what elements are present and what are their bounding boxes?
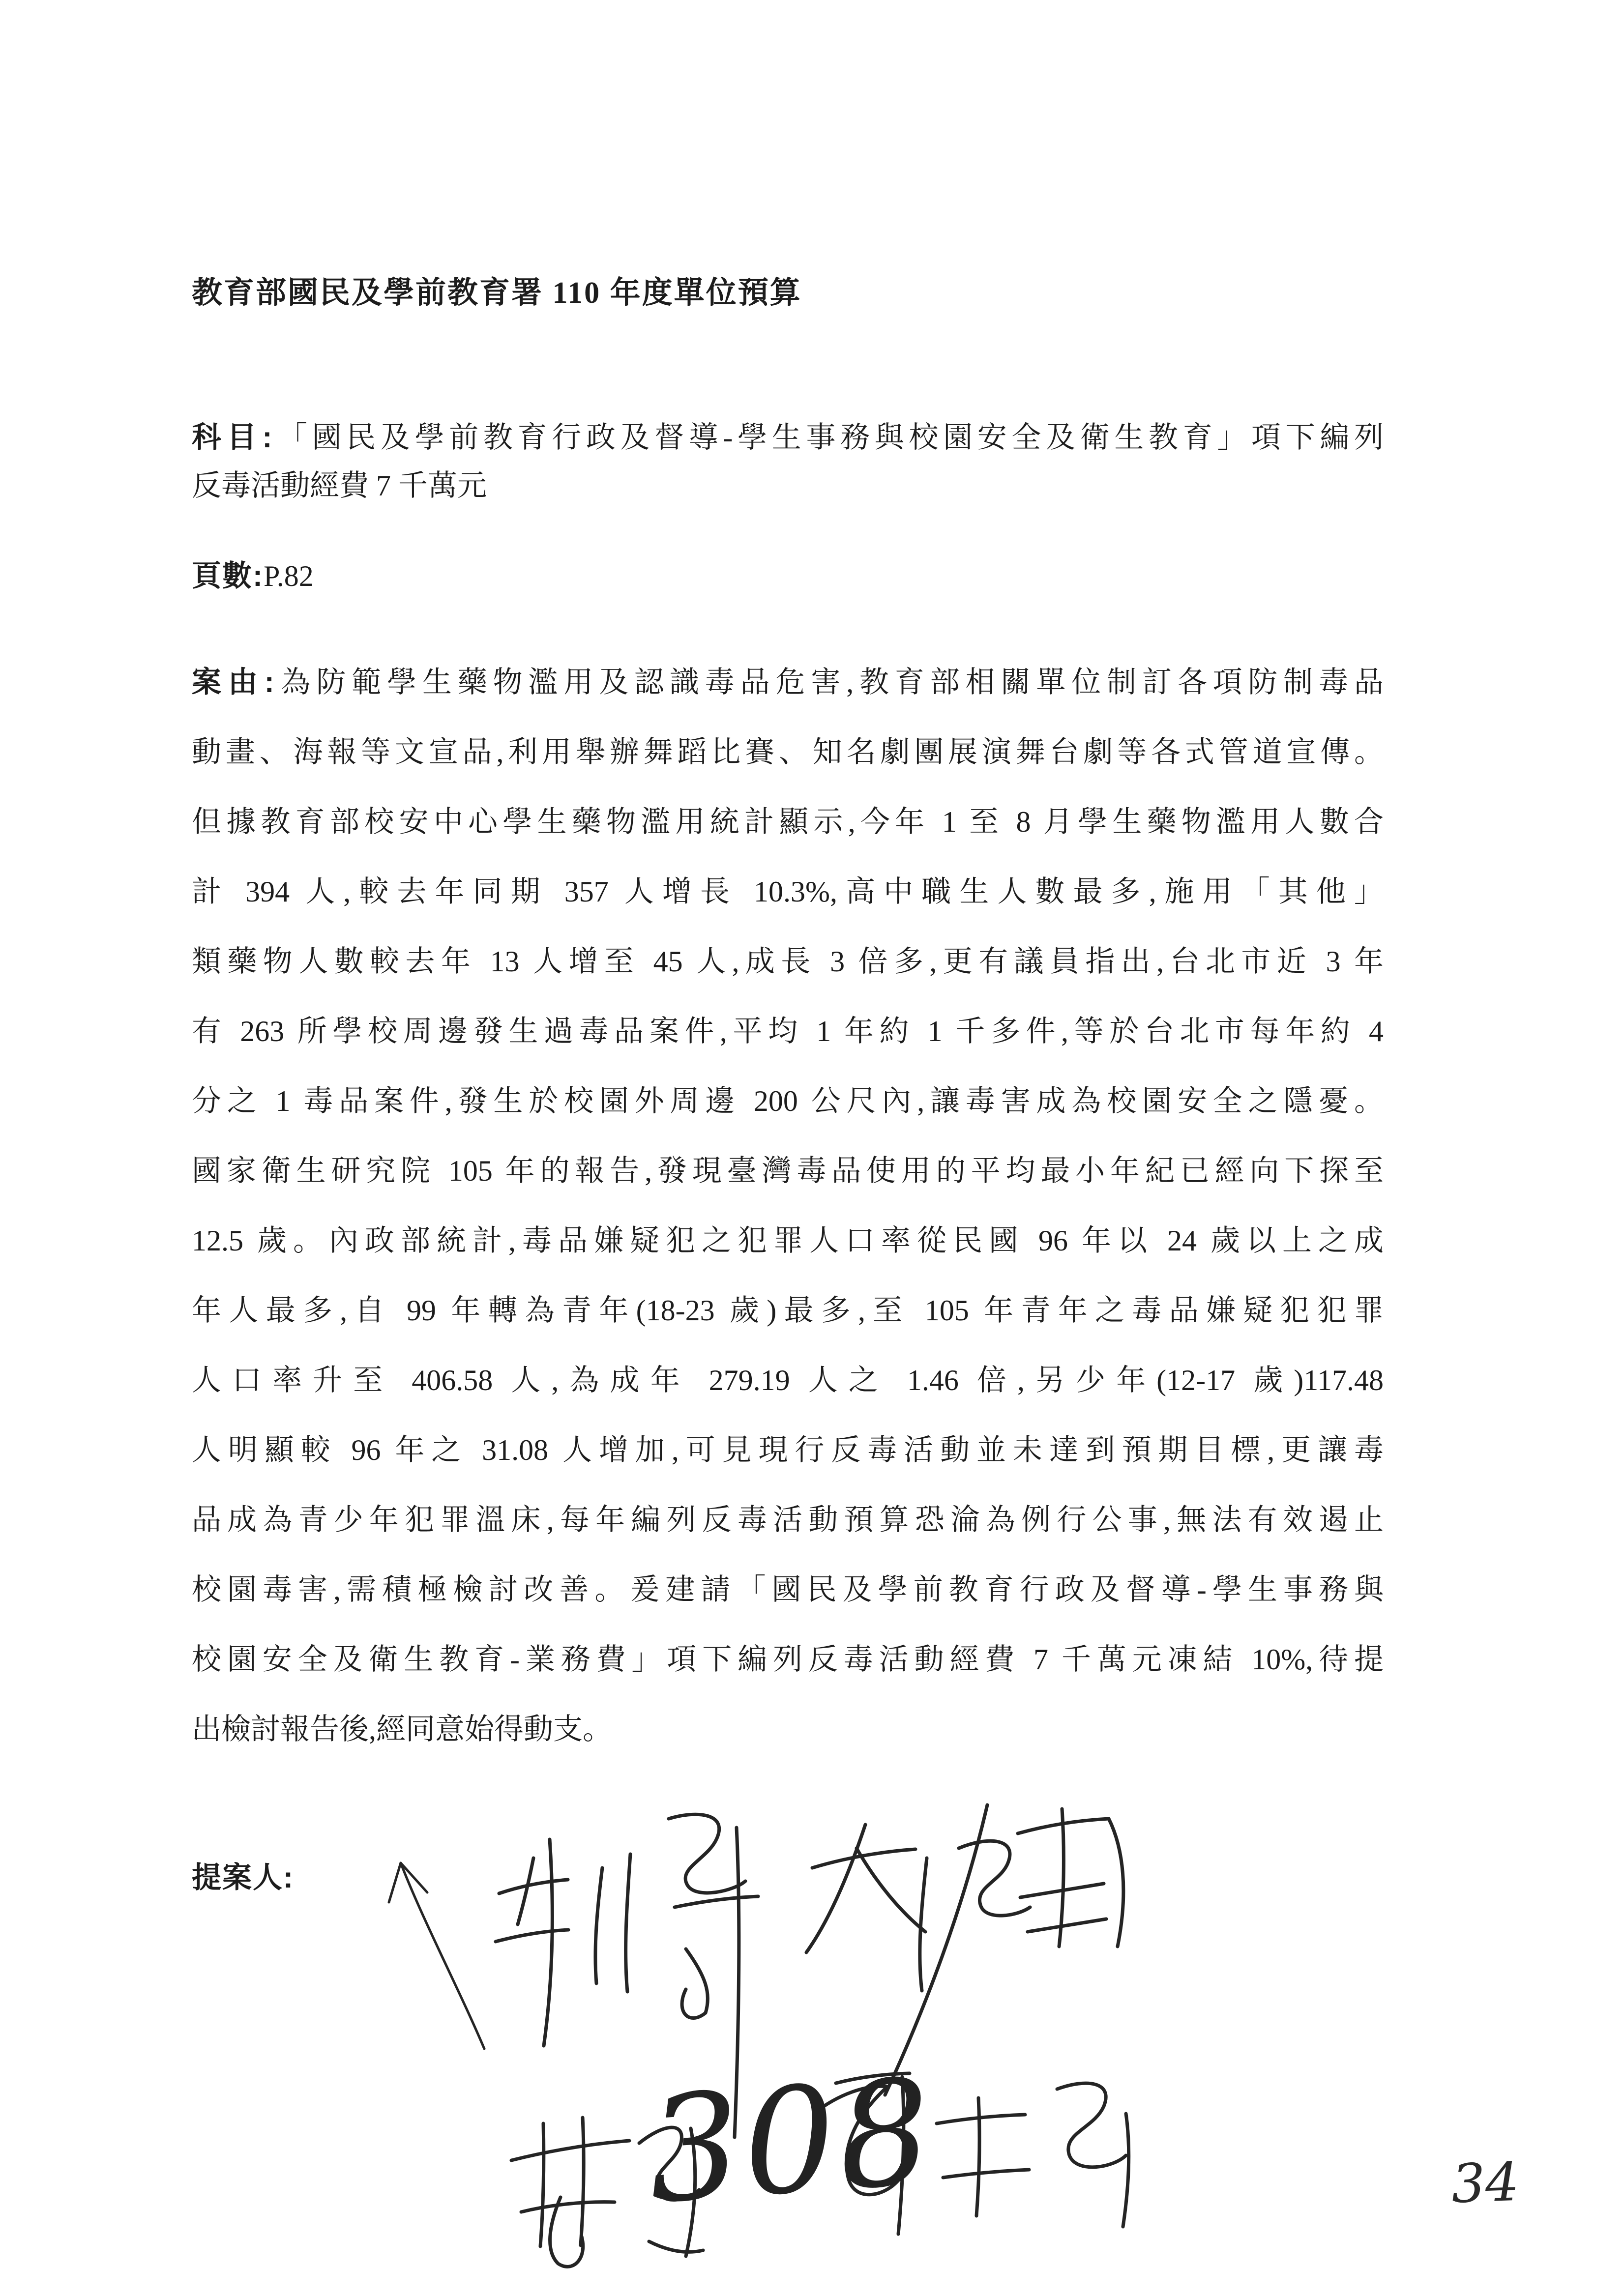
arrow-annotation — [389, 1863, 484, 2049]
case-label: 案由: — [192, 666, 275, 698]
case-line: 品成為青少年犯罪溫床,每年編列反毒活動預算恐淪為例行公事,無法有效遏止 — [192, 1504, 1384, 1536]
case-line: 人明顯較 96 年之 31.08 人增加,可見現行反毒活動並未達到預期目標,更讓毒 — [192, 1434, 1384, 1466]
case-line-last: 出檢討報告後,經同意始得動支。 — [192, 1713, 612, 1745]
case-line: 校園安全及衛生教育-業務費」項下編列反毒活動經費 7 千萬元凍結 10%,待提 — [192, 1643, 1384, 1676]
case-line: 12.5 歲。內政部統計,毒品嫌疑犯之犯罪人口率從民國 96 年以 24 歲以上之成 — [192, 1224, 1384, 1257]
handwritten-number-308: 308 — [642, 2047, 940, 2236]
case-line: 國家衛生研究院 105 年的報告,發現臺灣毒品使用的平均最小年紀已經向下探至 — [192, 1155, 1384, 1187]
subject-text-1: 「國民及學前教育行政及督導-學生事務與校園安全及衛生教育」項下編列 — [273, 421, 1384, 454]
case-line: 人口率升至 406.58 人,為成年 279.19 人之 1.46 倍,另少年(12-17 歲)117.48 — [192, 1364, 1384, 1396]
subject-label: 科目: — [192, 421, 273, 454]
case-line: 類藥物人數較去年 13 人增至 45 人,成長 3 倍多,更有議員指出,台北市近 3 年 — [192, 945, 1384, 978]
case-line: 有 263 所學校周邊發生過毒品案件,平均 1 年約 1 千多件,等於台北市每年約 4 — [192, 1015, 1384, 1047]
signature-drawing-2 — [806, 1805, 1123, 2095]
case-line: 動畫、海報等文宣品,利用舉辦舞蹈比賽、知名劇團展演舞台劇等各式管道宣傳。 — [192, 736, 1384, 768]
case-line: 分之 1 毒品案件,發生於校園外周邊 200 公尺內,讓毒害成為校園安全之隱憂。 — [192, 1085, 1384, 1117]
case-line: 但據教育部校安中心學生藥物濫用統計顯示,今年 1 至 8 月學生藥物濫用人數合 — [192, 806, 1384, 838]
page-ref-label: 頁數: — [192, 559, 264, 592]
document-title: 教育部國民及學前教育署 110 年度單位預算 — [192, 276, 802, 310]
page-ref-value: P.82 — [263, 560, 314, 592]
handwritten-page-number: 34 — [1450, 2151, 1520, 2215]
case-line: 計 394 人,較去年同期 357 人增長 10.3%,高中職生人數最多,施用「其他」 — [192, 875, 1384, 908]
proposer-label: 提案人: — [192, 1861, 294, 1894]
subject-line-2: 反毒活動經費 7 千萬元 — [192, 469, 487, 502]
case-text-0: 為防範學生藥物濫用及認識毒品危害,教育部相關單位制訂各項防制毒品 — [275, 666, 1384, 698]
arrow-shaft — [401, 1863, 484, 2049]
case-line: 校園毒害,需積極檢討改善。爰建請「國民及學前教育行政及督導-學生事務與 — [192, 1573, 1384, 1606]
case-line: 年人最多,自 99 年轉為青年(18-23 歲)最多,至 105 年青年之毒品嫌疑犯犯罪 — [192, 1294, 1384, 1327]
